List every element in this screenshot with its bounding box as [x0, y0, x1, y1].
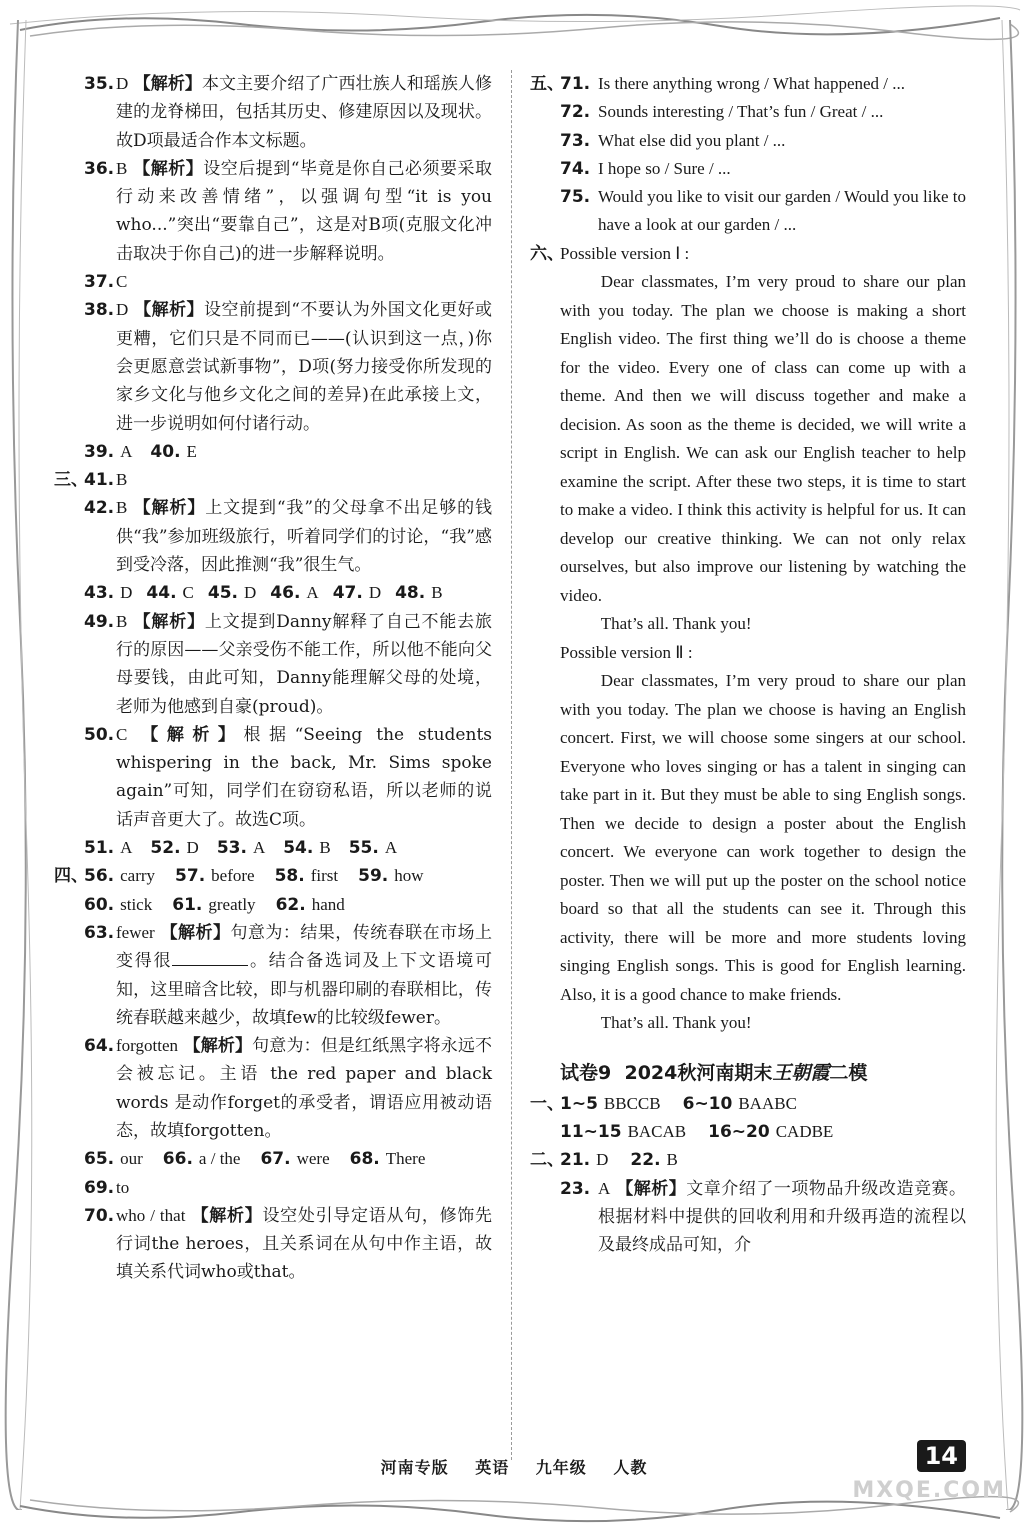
writing-version-1-label: 六、 Possible version Ⅰ :: [530, 240, 966, 269]
essay-2-closing: That’s all. Thank you!: [600, 1013, 752, 1033]
essay-2-body: Dear classmates, I’m very proud to share our plan with you today. The plan we choose is having an English concert. First, we will choose some singers at our school. Everyone who loves singing or has a talent in singing can take part in it. But they must be able to sing English songs. Then we decide to design a poster about the English concert. We everyone can work together to design the poster. Then we will put up the poster on the school notice board so that all the students can see it. Through this activity, there will be more and more students loving singing English songs. This is good for English learning. Also, it is a good chance to make friends.: [560, 671, 966, 1004]
section-four-label: 四、: [54, 866, 88, 887]
decorative-left-border: [0, 20, 34, 1510]
answer-64: 64. forgotten 【解析】句意为：但是红纸黑字将永远不会被忘记。主语 the red paper and black words 是动作forget的承受者，谓语应用被动语态，故填forgotten。: [84, 1036, 493, 1141]
decorative-top-border: [0, 0, 1028, 44]
section-one-label: 一、: [530, 1093, 564, 1114]
answer-69: 69. to: [84, 1177, 130, 1198]
essay-1-body: Dear classmates, I’m very proud to share our plan with you today. The plan we choose is making a short English video. The first thing we’ll do is choose a theme for the video. Every one of class can come up with a theme. And then we will discuss together and make a decision. As soon as the theme is decided, we will write a script in English. We can ask our English teacher to help examine the script. After these two steps, it is time to start to make a video. I think this activity is helpful for us. It can develop our creative thinking. We can not only relax ourselves, but also improve our listening by watching the video.: [560, 272, 966, 605]
answer-73: 73. What else did you plant / ...: [560, 130, 786, 151]
answer-23: 23. A 【解析】文章介绍了一项物品升级改造竞赛。根据材料中提供的回收利用和升级再造的流程以及最终成品可知，介: [560, 1178, 966, 1256]
answers-65-68: 65. our 66. a / the 67. were 68. There: [84, 1149, 426, 1170]
answer-50: 50. C 【解析】根据“Seeing the students whispering in the back, Mr. Sims spoke again”可知，同学们在窃窃私语，所以老师的说话声音更大了。故选C项。: [84, 724, 492, 830]
answers-11-20: 11~15 BACAB 16~20 CADBE: [560, 1122, 834, 1143]
answer-71: 五、 71. Is there anything wrong / What happened / ...: [530, 70, 966, 98]
fill-in-blank: [172, 947, 248, 966]
answer-74: 74. I hope so / Sure / ...: [560, 158, 731, 179]
brand-logo: 王朝霞: [772, 1061, 830, 1084]
page-number: 14: [917, 1440, 966, 1472]
right-column: [530, 70, 966, 1260]
answer-70: 70. who / that 【解析】设空处引导定语从句，修饰先行词the heroes，且关系词在从句中作主语，故填关系代词who或that。: [84, 1205, 493, 1283]
answers-43-48: 43. D 44. C 45. D 46. A 47. D 48. B: [84, 583, 443, 604]
left-column: [54, 70, 492, 1287]
answers-1-10: 一、 1~5 BBCCB 6~10 BAABC: [530, 1090, 966, 1118]
answers-60-62: 60. stick 61. greatly 62. hand: [84, 894, 345, 915]
answer-37: 37. C: [84, 272, 128, 293]
answers-39-40: 39. A 40. E: [84, 441, 197, 462]
watermark: MXQE.COM: [852, 1478, 1006, 1503]
test-9-heading: 试卷9 2024秋河南期末王朝霞二模: [560, 1061, 868, 1084]
section-six-label: 六、: [530, 243, 564, 264]
answers-21-22: 二、 21. D 22. B: [530, 1146, 966, 1174]
answer-49: 49. B 【解析】上文提到Danny解释了自己不能去旅行的原因——父亲受伤不能工作，所以他不能向父母要钱，由此可知，Danny能理解父母的处境，老师为他感到自豪(proud)。: [84, 611, 492, 717]
decorative-right-border: [994, 20, 1028, 1510]
answers-56-59: 四、 56. carry 57. before 58. first 59. how: [54, 862, 492, 890]
section-two-label: 二、: [530, 1150, 564, 1171]
answer-42: 42. B 【解析】上文提到“我”的父母拿不出足够的钱供“我”参加班级旅行，听着同学们的讨论，“我”感到受冷落，因此推测“我”很生气。: [84, 498, 493, 576]
answers-51-55: 51. A 52. D 53. A 54. B 55. A: [84, 838, 398, 859]
answer-36: 36. B 【解析】设空后提到“毕竟是你自己必须要采取行动来改善情绪”，以强调句型“it is you who...”突出“要靠自己”，这是对B项(克服文化冲击取决于你自己)的进一步解释说明。: [84, 158, 492, 264]
writing-version-2-label: Possible version Ⅱ :: [560, 642, 693, 662]
answer-75: 75. Would you like to visit our garden / Would you like to have a look at our garden / ...: [560, 187, 966, 235]
essay-1-closing: That’s all. Thank you!: [600, 614, 752, 634]
answer-41: 三、 41. B: [54, 466, 492, 494]
answer-72: 72. Sounds interesting / That’s fun / Great / ...: [560, 102, 884, 123]
writing-version-2: [530, 667, 966, 1038]
page-footer: 河南专版 英语 九年级 人教: [380, 1458, 648, 1477]
answer-38: 38. D 【解析】设空前提到“不要认为外国文化更好或更糟，它们只是不同而已——(认识到这一点，)你会更愿意尝试新事物”，D项(努力接受你所发现的家乡文化与他乡文化之间的差异)在此承接上文，进一步说明如何付诸行动。: [84, 300, 493, 434]
section-five-label: 五、: [530, 74, 564, 94]
writing-version-1: [530, 268, 966, 639]
column-divider: [511, 70, 512, 1460]
answer-35: 35. D 【解析】本文主要介绍了广西壮族人和瑶族人修建的龙脊梯田，包括其历史、修建原因以及现状。故D项最适合作本文标题。: [84, 74, 492, 151]
answer-63: 63. fewer 【解析】句意为：结果，传统春联在市场上变得很 。结合备选词及上下文语境可知，这里暗含比较，即与机器印刷的春联相比，传统春联越来越少，故填few的比较级fewer。: [84, 922, 493, 1028]
section-three-label: 三、: [54, 470, 88, 491]
